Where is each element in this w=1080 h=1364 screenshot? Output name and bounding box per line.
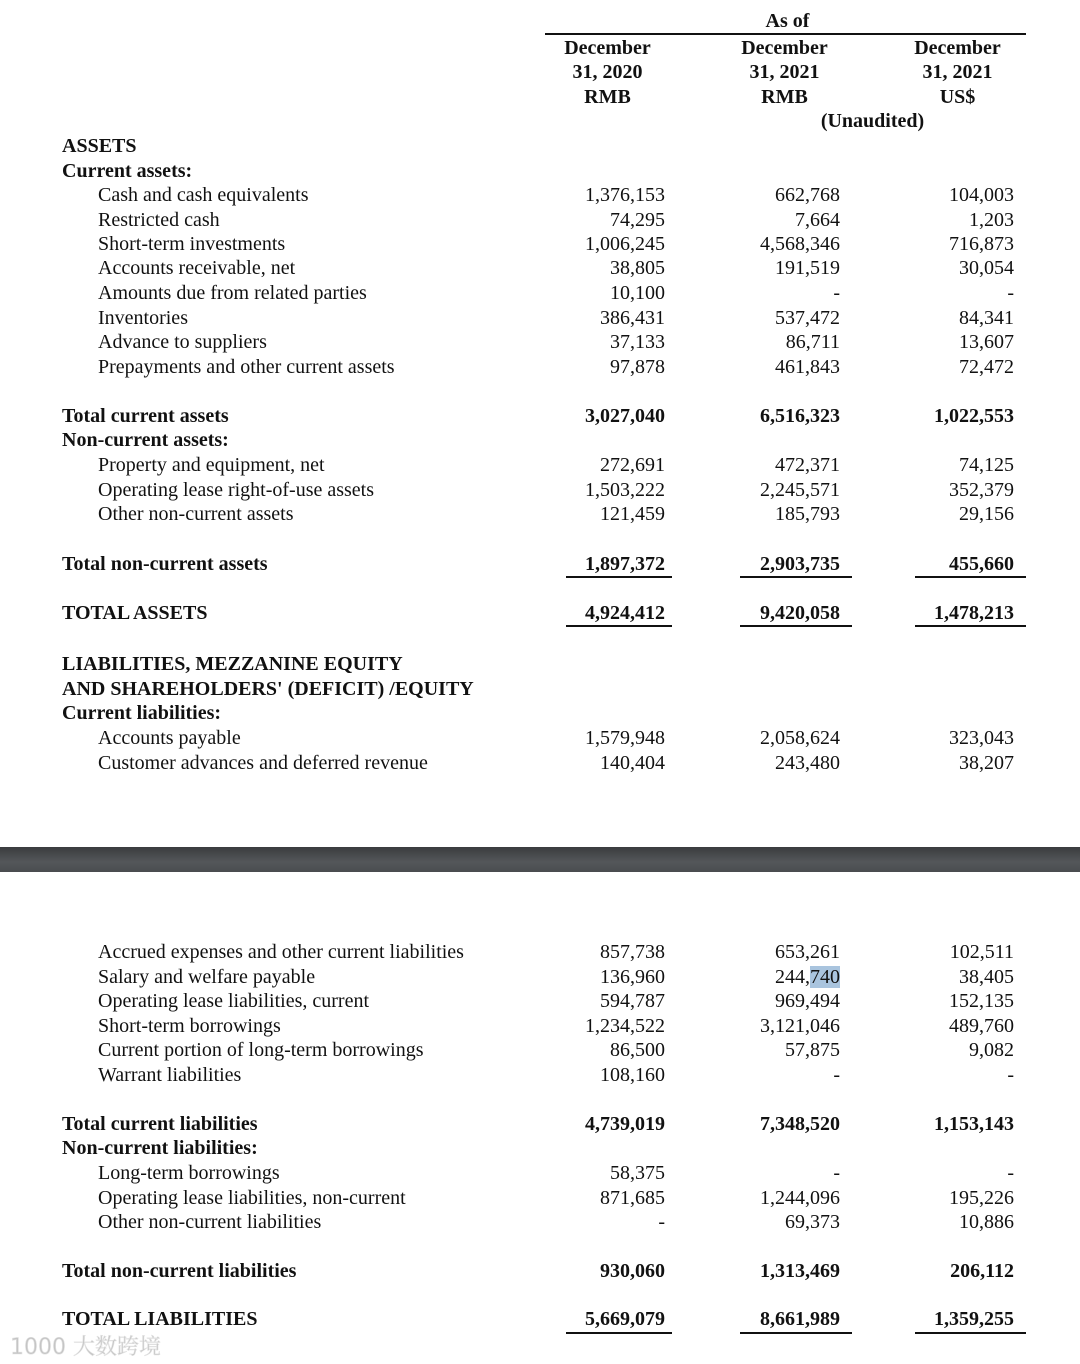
value-2021-rmb[interactable] <box>735 965 840 989</box>
value-2020-rmb: 86,500 <box>610 1039 665 1061</box>
value-2021-usd: 1,153,143 <box>934 1113 1014 1135</box>
row-label: Short-term borrowings <box>98 1015 281 1037</box>
underline <box>915 1332 1026 1334</box>
value-2020-rmb: 1,376,153 <box>585 184 665 206</box>
value-2021-rmb: - <box>833 1064 840 1086</box>
value-2020-rmb: 136,960 <box>600 966 665 988</box>
row-label: Restricted cash <box>98 209 220 231</box>
row-label: Operating lease right-of-use assets <box>98 479 375 501</box>
current-assets-title: Current assets: <box>62 160 193 182</box>
value-2020-rmb: 1,579,948 <box>585 727 665 749</box>
value-2021-rmb: 7,348,520 <box>760 1113 840 1135</box>
row-label: Advance to suppliers <box>98 331 267 353</box>
assets-title: ASSETS <box>62 135 137 157</box>
value-2021-rmb: 7,664 <box>795 209 840 231</box>
value-2021-rmb: 57,875 <box>785 1039 840 1061</box>
col1-line3: RMB <box>584 86 631 108</box>
value-2021-usd: 1,022,553 <box>934 405 1014 427</box>
underline <box>740 576 852 578</box>
underline <box>566 576 672 578</box>
value-2021-rmb: 185,793 <box>775 503 840 525</box>
col2-line2: 31, 2021 <box>749 61 820 83</box>
value-2021-rmb: 86,711 <box>785 331 840 353</box>
col3-line1: December <box>914 37 1001 59</box>
page-divider <box>0 847 1080 872</box>
noncurrent-assets-title: Non-current assets: <box>62 429 229 451</box>
value-2020-rmb: 58,375 <box>610 1162 665 1184</box>
value-2020-rmb: 5,669,079 <box>585 1308 665 1330</box>
value-2021-usd: 38,405 <box>959 966 1014 988</box>
value-2021-usd: 1,359,255 <box>934 1308 1014 1330</box>
total-noncurrent-liabilities-label: Total non-current liabilities <box>62 1260 297 1282</box>
value-2020-rmb: 1,503,222 <box>585 479 665 501</box>
value-2020-rmb: 108,160 <box>600 1064 665 1086</box>
liabilities-title-line1: LIABILITIES, MEZZANINE EQUITY <box>62 653 403 675</box>
value-2021-rmb: 969,494 <box>775 990 840 1012</box>
row-label: Cash and cash equivalents <box>98 184 309 206</box>
value-prefix: 244, <box>775 966 810 988</box>
row-label: Accounts payable <box>98 727 241 749</box>
value-2021-usd: 10,886 <box>959 1211 1014 1233</box>
row-label: Accrued expenses and other current liabilities <box>98 941 464 963</box>
total-noncurrent-assets-label: Total non-current assets <box>62 553 268 575</box>
value-2020-rmb: 140,404 <box>600 752 665 774</box>
value-2021-rmb: 2,245,571 <box>760 479 840 501</box>
row-label: Amounts due from related parties <box>98 282 367 304</box>
value-2020-rmb: 1,234,522 <box>585 1015 665 1037</box>
selected-text[interactable]: 740 <box>810 966 840 988</box>
row-label: Other non-current assets <box>98 503 294 525</box>
unaudited-label: (Unaudited) <box>820 110 925 132</box>
value-2021-rmb: 3,121,046 <box>760 1015 840 1037</box>
value-2021-usd: 152,135 <box>949 990 1014 1012</box>
value-2020-rmb: 3,027,040 <box>585 405 665 427</box>
value-2020-rmb: 4,739,019 <box>585 1113 665 1135</box>
value-2021-rmb: 2,903,735 <box>760 553 840 575</box>
value-2020-rmb: 930,060 <box>600 1260 665 1282</box>
row-label: Inventories <box>98 307 188 329</box>
value-2020-rmb: 38,805 <box>610 257 665 279</box>
total-liabilities-label: TOTAL LIABILITIES <box>62 1308 258 1330</box>
row-label: Long-term borrowings <box>98 1162 280 1184</box>
value-2020-rmb: 74,295 <box>610 209 665 231</box>
value-2020-rmb: 857,738 <box>600 941 665 963</box>
as-of-label: As of <box>765 10 810 32</box>
value-2021-usd: 1,478,213 <box>934 602 1014 624</box>
value-2021-usd: 489,760 <box>949 1015 1014 1037</box>
row-label: Operating lease liabilities, non-current <box>98 1187 406 1209</box>
row-label: Other non-current liabilities <box>98 1211 322 1233</box>
value-2021-rmb: 1,313,469 <box>760 1260 840 1282</box>
value-2021-rmb: 653,261 <box>775 941 840 963</box>
liabilities-title-line2: AND SHAREHOLDERS' (DEFICIT) /EQUITY <box>62 678 474 700</box>
value-2021-usd: 30,054 <box>959 257 1014 279</box>
value-2021-usd: 352,379 <box>949 479 1014 501</box>
value-2021-usd: 84,341 <box>959 307 1014 329</box>
value-2021-usd: - <box>1007 1162 1014 1184</box>
row-label: Operating lease liabilities, current <box>98 990 370 1012</box>
value-2021-rmb: 2,058,624 <box>760 727 840 749</box>
value-2021-rmb: 191,519 <box>775 257 840 279</box>
value-2021-usd: 206,112 <box>950 1260 1014 1282</box>
value-2021-usd: - <box>1007 282 1014 304</box>
row-label: Accounts receivable, net <box>98 257 296 279</box>
underline <box>566 1332 672 1334</box>
value-2020-rmb: 1,897,372 <box>585 553 665 575</box>
value-2021-rmb: 1,244,096 <box>760 1187 840 1209</box>
value-2020-rmb: - <box>658 1211 665 1233</box>
value-2021-usd: 716,873 <box>949 233 1014 255</box>
value-2020-rmb: 272,691 <box>600 454 665 476</box>
underline <box>915 576 1026 578</box>
header-rule <box>545 33 1026 35</box>
value-2021-rmb: 69,373 <box>785 1211 840 1233</box>
value-2021-rmb: - <box>833 1162 840 1184</box>
total-current-assets-label: Total current assets <box>62 405 229 427</box>
row-label: Short-term investments <box>98 233 286 255</box>
underline <box>566 625 672 627</box>
value-2021-usd: 104,003 <box>949 184 1014 206</box>
value-2021-rmb: 461,843 <box>775 356 840 378</box>
row-label: Salary and welfare payable <box>98 966 316 988</box>
value-2020-rmb: 10,100 <box>610 282 665 304</box>
col2-line1: December <box>741 37 828 59</box>
value-2021-usd: 1,203 <box>969 209 1014 231</box>
row-label: Warrant liabilities <box>98 1064 242 1086</box>
value-2021-usd: - <box>1007 1064 1014 1086</box>
value-2020-rmb: 386,431 <box>600 307 665 329</box>
value-2021-rmb: - <box>833 282 840 304</box>
value-2020-rmb: 1,006,245 <box>585 233 665 255</box>
col3-line3: US$ <box>939 86 976 108</box>
underline <box>740 625 852 627</box>
value-2021-rmb: 537,472 <box>775 307 840 329</box>
value-2020-rmb: 97,878 <box>610 356 665 378</box>
value-2021-rmb: 6,516,323 <box>760 405 840 427</box>
value-2021-usd: 195,226 <box>949 1187 1014 1209</box>
current-liabilities-title: Current liabilities: <box>62 702 222 724</box>
value-2020-rmb: 121,459 <box>600 503 665 525</box>
value-2021-usd: 323,043 <box>949 727 1014 749</box>
value-2021-usd: 102,511 <box>949 941 1014 963</box>
underline <box>740 1332 852 1334</box>
row-label: Prepayments and other current assets <box>98 356 395 378</box>
noncurrent-liabilities-title: Non-current liabilities: <box>62 1137 258 1159</box>
total-assets-label: TOTAL ASSETS <box>62 602 208 624</box>
value-2021-usd: 74,125 <box>959 454 1014 476</box>
col1-line2: 31, 2020 <box>572 61 643 83</box>
value-2021-usd: 9,082 <box>969 1039 1014 1061</box>
row-label: Customer advances and deferred revenue <box>98 752 428 774</box>
value-2021-usd: 13,607 <box>959 331 1014 353</box>
value-2021-rmb: 9,420,058 <box>760 602 840 624</box>
value-2021-usd: 72,472 <box>959 356 1014 378</box>
value-2021-rmb: 8,661,989 <box>760 1308 840 1330</box>
value-2021-rmb: 243,480 <box>775 752 840 774</box>
value-2020-rmb: 871,685 <box>600 1187 665 1209</box>
col1-line1: December <box>564 37 651 59</box>
value-2021-rmb: 662,768 <box>775 184 840 206</box>
value-2021-rmb: 4,568,346 <box>760 233 840 255</box>
row-label: Current portion of long-term borrowings <box>98 1039 424 1061</box>
value-2021-usd: 455,660 <box>949 553 1014 575</box>
value-2020-rmb: 4,924,412 <box>585 602 665 624</box>
col3-line2: 31, 2021 <box>922 61 993 83</box>
value-2021-usd: 38,207 <box>959 752 1014 774</box>
value-2020-rmb: 594,787 <box>600 990 665 1012</box>
value-2021-usd: 29,156 <box>959 503 1014 525</box>
total-current-liabilities-label: Total current liabilities <box>62 1113 258 1135</box>
underline <box>915 625 1026 627</box>
row-label: Property and equipment, net <box>98 454 325 476</box>
value-2020-rmb: 37,133 <box>610 331 665 353</box>
col2-line3: RMB <box>761 86 808 108</box>
value-2021-rmb: 472,371 <box>775 454 840 476</box>
watermark-logo: 1000 大数跨境 <box>10 1335 161 1360</box>
